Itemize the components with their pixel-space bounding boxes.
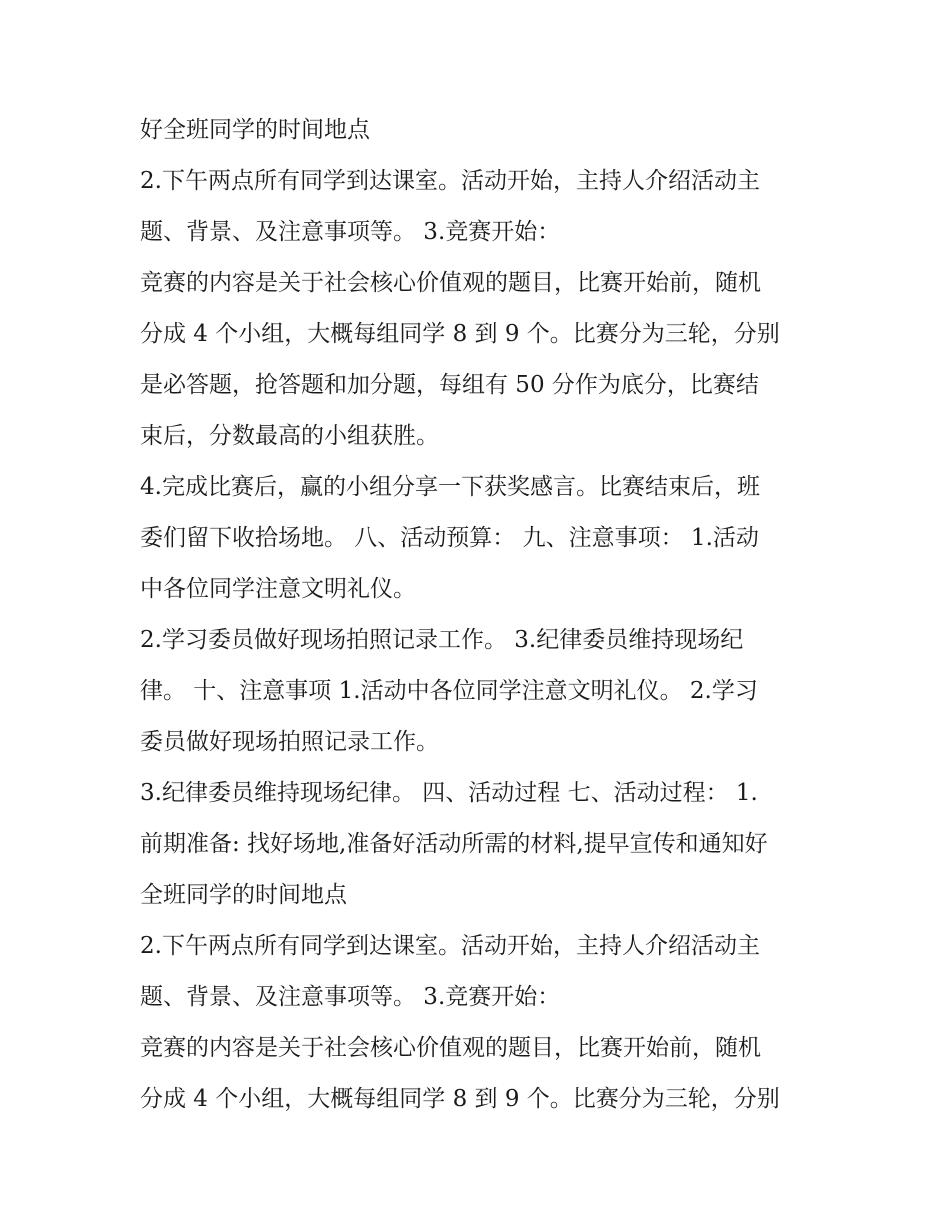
- text-line: 全班同学的时间地点: [140, 882, 347, 908]
- text-line: 前期准备: 找好场地,准备好活动所需的材料,提早宣传和通知好: [140, 831, 768, 857]
- text-line: 2.下午两点所有同学到达课室。活动开始，主持人介绍活动主: [140, 168, 760, 194]
- text-line: 中各位同学注意文明礼仪。: [140, 576, 416, 602]
- text-line: 2.下午两点所有同学到达课室。活动开始，主持人介绍活动主: [140, 933, 760, 959]
- text-line: 2.学习委员做好现场拍照记录工作。 3.纪律委员维持现场纪: [140, 627, 744, 653]
- text-line: 分成 4 个小组，大概每组同学 8 到 9 个。比赛分为三轮，分别: [140, 1086, 780, 1112]
- document-body: [140, 108, 820, 1128]
- text-line: 律。 十、注意事项 1.活动中各位同学注意文明礼仪。 2.学习: [140, 678, 758, 704]
- text-line: 委们留下收拾场地。 八、活动预算： 九、注意事项： 1.活动: [140, 525, 759, 551]
- text-line: 题、背景、及注意事项等。 3.竞赛开始：: [140, 984, 561, 1010]
- text-line: 3.纪律委员维持现场纪律。 四、活动过程 七、活动过程： 1.: [140, 780, 758, 806]
- text-line: 委员做好现场拍照记录工作。: [140, 729, 439, 755]
- text-line: 束后，分数最高的小组获胜。: [140, 423, 439, 449]
- text-line: 题、背景、及注意事项等。 3.竞赛开始：: [140, 219, 561, 245]
- text-line: 竞赛的内容是关于社会核心价值观的题目，比赛开始前，随机: [140, 1035, 761, 1061]
- text-line: 竞赛的内容是关于社会核心价值观的题目，比赛开始前，随机: [140, 270, 761, 296]
- text-line: 是必答题，抢答题和加分题，每组有 50 分作为底分，比赛结: [140, 372, 759, 398]
- text-line: 分成 4 个小组，大概每组同学 8 到 9 个。比赛分为三轮，分别: [140, 321, 780, 347]
- text-line: 好全班同学的时间地点: [140, 117, 370, 143]
- text-line: 4.完成比赛后，赢的小组分享一下获奖感言。比赛结束后，班: [140, 474, 760, 500]
